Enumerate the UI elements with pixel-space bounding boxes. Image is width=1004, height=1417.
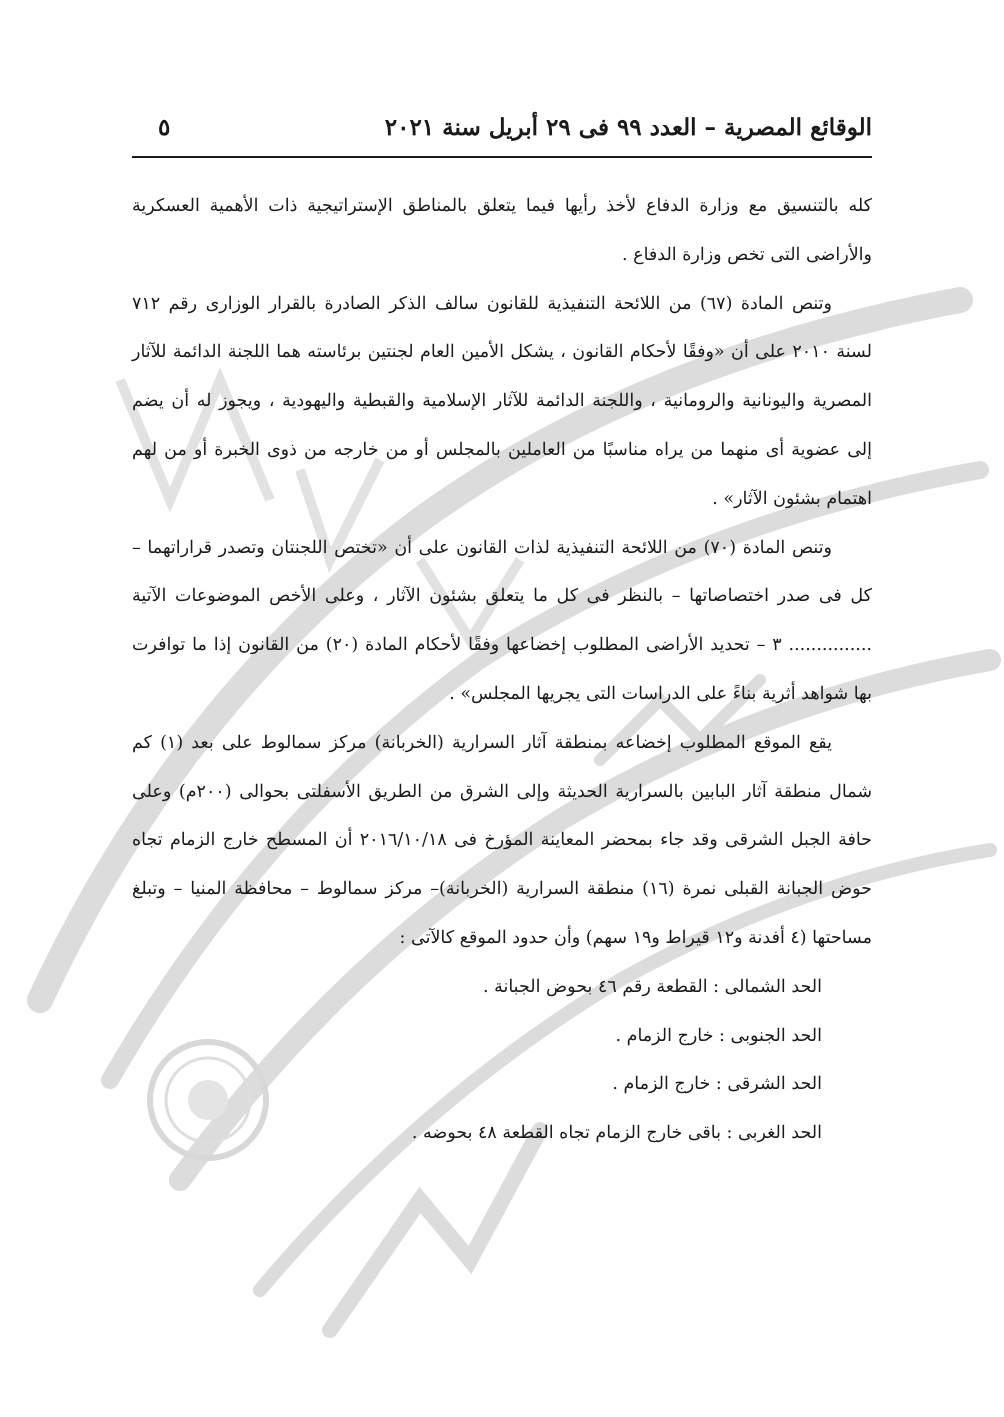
page-header (132, 110, 872, 158)
paragraph-2: وتنص المادة (٦٧) من اللائحة التنفيذية للقانون سالف الذكر الصادرة بالقرار الوزارى رقم ٧١٢ لسنة ٢٠١٠ على أن «وفقًا لأحكام القانون ، يشكل الأمين العام لجنتين برئاسته هما اللجنة الدائمة للآثار المصرية واليونانية والرومانية ، واللجنة الدائمة للآثار الإسلامية والقبطية واليهودية ، ويجوز له أن يضم إلى عضوية أى منهما من يراه مناسبًا من العاملين بالمجلس أو من خارجه من ذوى الخبرة أو من لهم اهتمام بشئون الآثار» . (132, 293, 873, 509)
paragraph-3: وتنص المادة (٧٠) من اللائحة التنفيذية لذات القانون على أن «تختص اللجنتان وتصدر قراراتهما – كل فى صدر اختصاصاتها – بالنظر فى كل ما يتعلق بشئون الآثار ، وعلى الأخص الموضوعات الآتية ............... ٣ – تحديد الأراضى المطلوب إخضاعها وفقًا لأحكام المادة (٢٠) من القانون إذا ما توافرت بها شواهد أثرية بناءً على الدراسات التى يجريها المجلس» . (132, 537, 872, 704)
page-number: ٥ (158, 114, 171, 141)
document-body (132, 182, 872, 1158)
boundary-south: الحد الجنوبى : خارج الزمام . (615, 1025, 822, 1046)
paragraph-1: كله بالتنسيق مع وزارة الدفاع لأخذ رأيها فيما يتعلق بالمناطق الإستراتيجية ذات الأهمية العسكرية والأراضى التى تخص وزارة الدفاع . (132, 196, 872, 265)
site-boundaries-list (132, 963, 872, 1158)
boundary-north: الحد الشمالى : القطعة رقم ٤٦ بحوض الجبانة . (482, 976, 822, 997)
paragraph-4: يقع الموقع المطلوب إخضاعه بمنطقة آثار السرارية (الخربانة) مركز سمالوط على بعد (١) كم شمال منطقة آثار البابين بالسرارية الحديثة وإلى الشرق من الطريق الأسفلتى بحوالى (٢٠٠م) وعلى حافة الجبل الشرقى وقد جاء بمحضر المعاينة المؤرخ فى ٢٠١٦/١٠/١٨ أن المسطح خارج الزمام تجاه حوض الجبانة القبلى نمرة (١٦) منطقة السرارية (الخربانة)– مركز سمالوط – محافظة المنيا – وتبلغ مساحتها (٤ أفدنة و١٢ قيراط و١٩ سهم) وأن حدود الموقع كالآتى : (132, 732, 872, 948)
boundary-west: الحد الغربى : باقى خارج الزمام تجاه القطعة ٤٨ بحوضه . (411, 1123, 822, 1144)
boundary-east: الحد الشرقى : خارج الزمام . (612, 1074, 822, 1095)
gazette-issue-title: الوقائع المصرية – العدد ٩٩ فى ٢٩ أبريل سنة ٢٠٢١ (384, 114, 872, 141)
